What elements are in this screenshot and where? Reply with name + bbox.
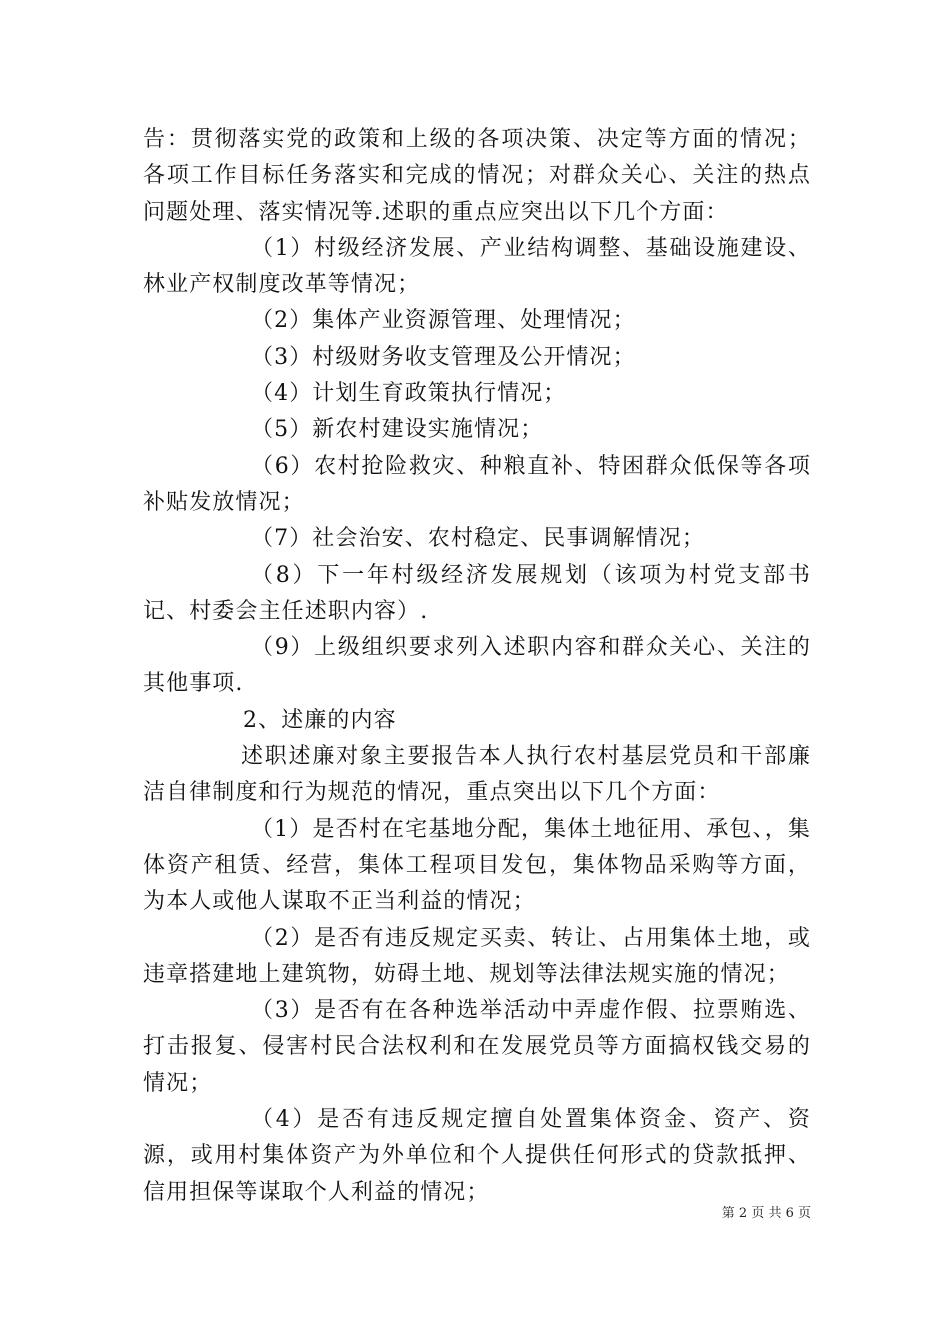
list-item: （5）新农村建设实施情况； (251, 417, 544, 443)
list-item: （7）社会治安、农村稳定、民事调解情况； (251, 526, 705, 552)
page-number: 第 2 页 共 6 页 (721, 1206, 811, 1221)
section-heading: 2、述廉的内容 (243, 707, 397, 733)
body-paragraph: 述职述廉对象主要报告本人执行农村基层党员和干部廉洁自律制度和行为规范的情况，重点突出以下几个方面： (143, 744, 811, 806)
list-item: （3）村级财务收支管理及公开情况； (251, 344, 636, 370)
list-item: （1）是否村在宅基地分配，集体土地征用、承包、，集体资产租赁、经营，集体工程项目发包，集体物品采购等方面，为本人或他人谋取不正当利益的情况； (143, 816, 811, 915)
list-item: （2）是否有违反规定买卖、转让、占用集体土地，或违章搭建地上建筑物，妨碍土地、规划等法律法规实施的情况； (143, 925, 811, 987)
list-item: （8）下一年村级经济发展规划（该项为村党支部书记、村委会主任述职内容）. (143, 562, 811, 624)
list-item: （3）是否有在各种选举活动中弄虚作假、拉票贿选、打击报复、侵害村民合法权利和在发展党员等方面搞权钱交易的情况； (143, 998, 811, 1096)
list-item: （4）是否有违反规定擅自处置集体资金、资产、资源，或用村集体资产为外单位和个人提供任何形式的贷款抵押、信用担保等谋取个人利益的情况； (143, 1107, 811, 1205)
list-item: （9）上级组织要求列入述职内容和群众关心、关注的其他事项. (143, 635, 811, 697)
list-item: （4）计划生育政策执行情况； (251, 381, 567, 407)
body-paragraph: 告：贯彻落实党的政策和上级的各项决策、决定等方面的情况；各项工作目标任务落实和完成的情况；对群众关心、关注的热点问题处理、落实情况等.述职的重点应突出以下几个方面： (143, 127, 811, 225)
list-item: （6）农村抢险救灾、种粮直补、特困群众低保等各项补贴发放情况； (143, 453, 811, 515)
list-item: （2）集体产业资源管理、处理情况； (251, 308, 636, 334)
list-item: （1）村级经济发展、产业结构调整、基础设施建设、林业产权制度改革等情况； (143, 235, 811, 298)
document-body (143, 122, 811, 1211)
